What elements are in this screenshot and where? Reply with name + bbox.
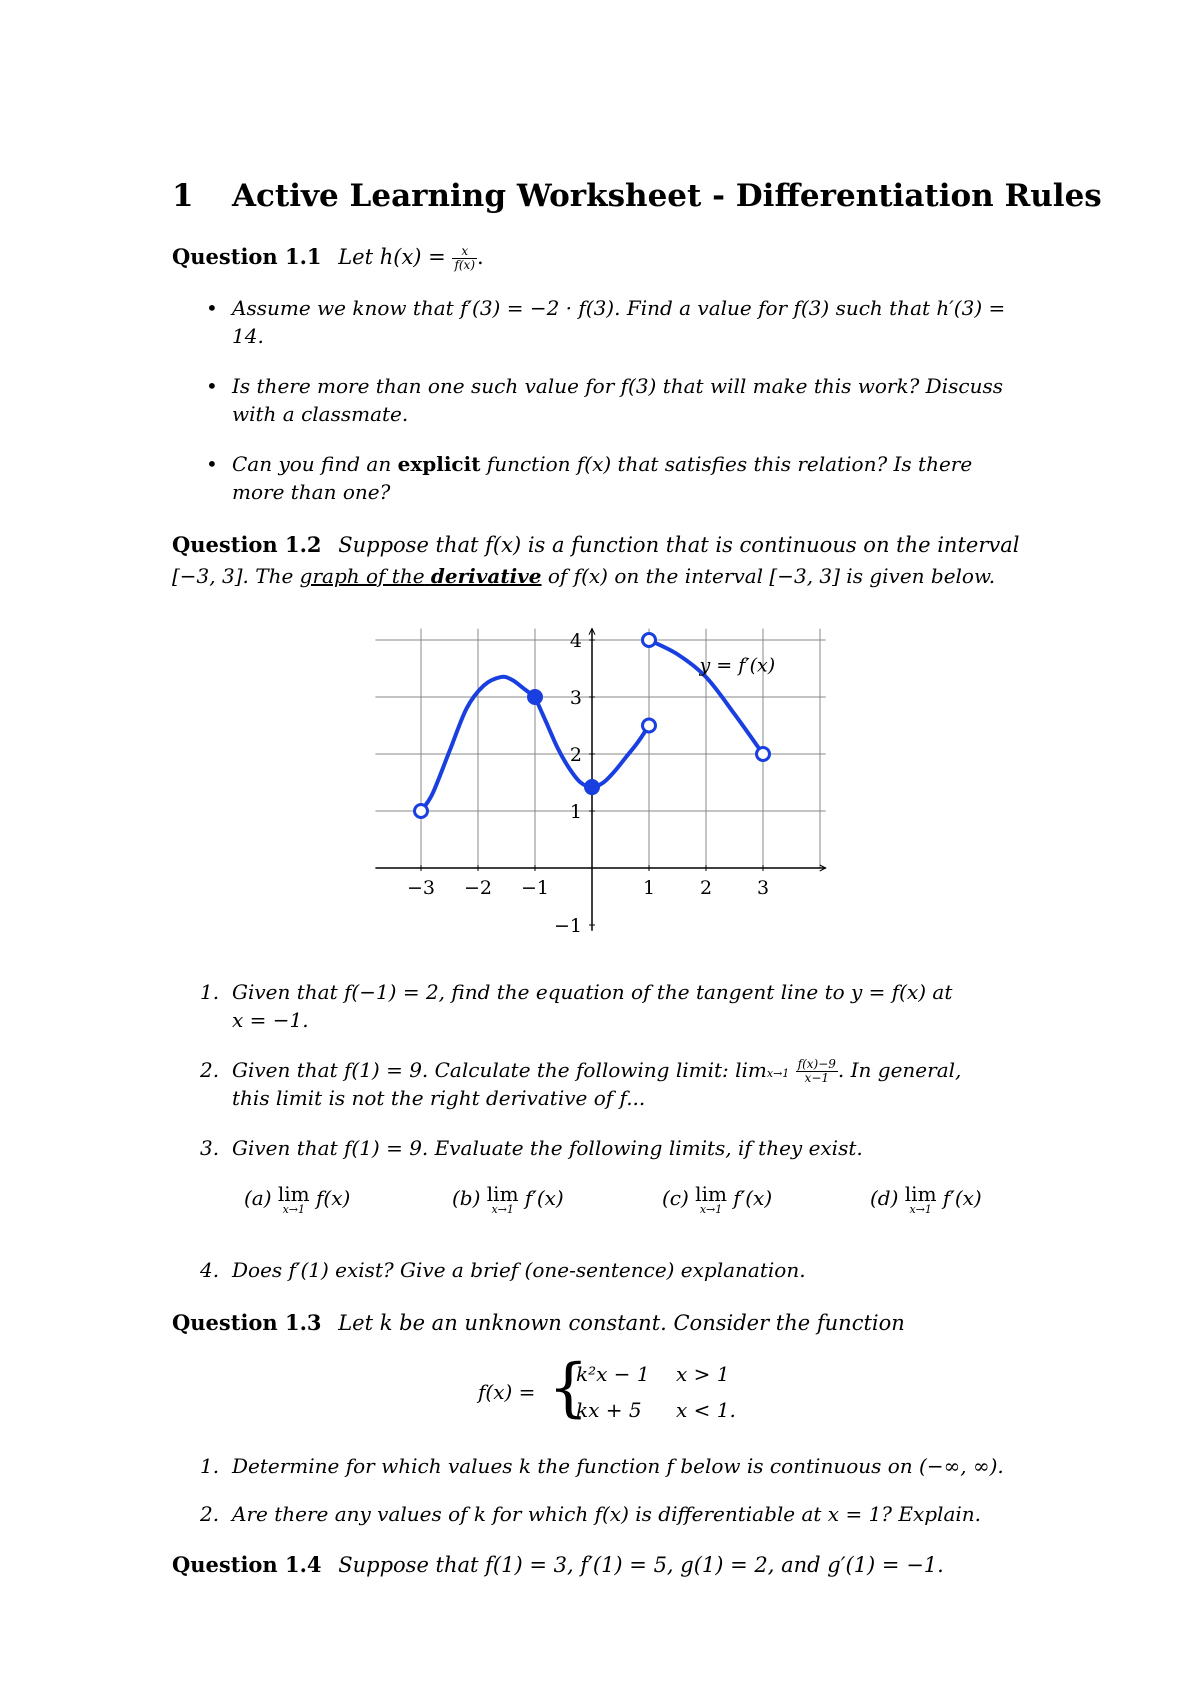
fraction-numerator: x <box>452 245 477 259</box>
y-tick-label: −1 <box>553 915 582 937</box>
curve-label: y = f′(x) <box>699 654 776 677</box>
item-line: this limit is not the right derivative of f... <box>232 1086 646 1110</box>
text-segment: function f(x) that satisfies this relation? Is there <box>486 452 973 476</box>
question-text: Let k be an unknown constant. Consider the function <box>338 1311 905 1335</box>
piecewise-lhs: f(x) = <box>478 1380 536 1404</box>
item-number: 4. <box>200 1258 220 1282</box>
fraction <box>452 245 477 272</box>
underlined-text: graph of the <box>299 564 425 588</box>
lim-word: lim <box>277 1182 310 1206</box>
case-condition: x < 1. <box>676 1398 736 1422</box>
limit-tag: (c) <box>662 1186 689 1210</box>
limit-operator <box>905 1184 937 1216</box>
question-1-2-header <box>172 532 1019 557</box>
limit-tag: (a) <box>244 1186 272 1210</box>
bullet-icon: • <box>206 452 218 476</box>
open-point <box>757 748 770 761</box>
limit-a <box>244 1184 350 1216</box>
limit-operator <box>487 1184 519 1216</box>
text-segment: Given that f(1) = 9. Calculate the following limit: lim <box>232 1058 767 1082</box>
open-point <box>415 805 428 818</box>
x-tick-label: 1 <box>642 877 656 899</box>
x-tick-label: −3 <box>406 877 436 899</box>
item-line: Does f′(1) exist? Give a brief (one-sentence) explanation. <box>232 1258 806 1282</box>
lim-subscript: x→1 <box>282 1203 305 1216</box>
y-tick-label: 2 <box>569 744 582 766</box>
bullet-icon: • <box>206 296 218 320</box>
open-point <box>643 634 656 647</box>
item-number: 1. <box>200 1454 220 1478</box>
derivative-graph <box>360 620 830 940</box>
limit-operator <box>695 1184 727 1216</box>
limit-expression: f′(x) <box>733 1186 773 1210</box>
limit-expression: f′(x) <box>942 1186 982 1210</box>
limit-expression: f(x) <box>316 1186 351 1210</box>
x-tick-label: −1 <box>520 877 550 899</box>
item-line: x = −1. <box>232 1008 309 1032</box>
question-label: Question 1.3 <box>172 1310 322 1335</box>
question-text-line <box>172 562 995 591</box>
text-segment: . In general, <box>837 1058 962 1082</box>
bullet-line: Assume we know that f′(3) = −2 · f(3). Find a value for f(3) such that h′(3) = <box>232 296 1006 320</box>
case-expression: kx + 5 <box>576 1398 642 1422</box>
y-tick-label: 1 <box>569 801 582 823</box>
section-number: 1 <box>172 178 194 214</box>
item-line: Determine for which values k the function f below is continuous on (−∞, ∞). <box>232 1454 1004 1478</box>
x-tick-label: −2 <box>463 877 493 899</box>
y-tick-label: 3 <box>569 687 582 709</box>
bullet-line <box>232 450 972 479</box>
fraction-denominator: x−1 <box>804 1071 830 1085</box>
bullet-line: with a classmate. <box>232 402 409 426</box>
question-label: Question 1.2 <box>172 532 322 557</box>
question-text: Let h(x) = <box>338 245 446 269</box>
y-tick-label: 4 <box>569 630 582 652</box>
fraction-denominator: f(x) <box>454 258 476 272</box>
question-1-1-header: Question 1.1 Let h(x) = $\frac{x}{f(x)}$ . <box>172 244 484 272</box>
lim-word: lim <box>486 1182 519 1206</box>
lim-word: lim <box>695 1182 727 1206</box>
limit-subscript: x→1 <box>766 1067 790 1080</box>
limit-expression: f′(x) <box>524 1186 564 1210</box>
limit-b <box>452 1184 564 1216</box>
lim-word: lim <box>904 1182 937 1206</box>
fraction <box>796 1058 838 1085</box>
item-line: Given that f(−1) = 2, find the equation of the tangent line to y = f(x) at <box>232 980 953 1004</box>
limit-operator <box>278 1184 310 1216</box>
text-segment: Can you find an <box>232 452 392 476</box>
fraction-numerator: f(x)−9 <box>797 1057 836 1071</box>
bullet-line: Is there more than one such value for f(3) that will make this work? Discuss <box>232 374 1003 398</box>
section-title: Active Learning Worksheet - Differentiation Rules <box>232 178 1102 214</box>
closed-point <box>586 781 599 794</box>
text-segment: [−3, 3]. The <box>172 564 294 588</box>
question-label: Question 1.1 <box>172 244 322 269</box>
item-number: 1. <box>200 980 220 1004</box>
question-label: Question 1.4 <box>172 1552 322 1577</box>
question-text: Suppose that f(x) is a function that is continuous on the interval <box>338 533 1020 557</box>
limit-tag: (b) <box>452 1186 481 1210</box>
emphasis-text: explicit <box>397 452 481 476</box>
closed-point <box>529 691 542 704</box>
item-line: Given that f(1) = 9. Evaluate the following limits, if they exist. <box>232 1136 863 1160</box>
limit-tag: (d) <box>870 1186 899 1210</box>
item-number: 2. <box>200 1058 220 1082</box>
x-tick-label: 3 <box>756 877 770 899</box>
text-segment: of f(x) on the interval [−3, 3] is given below. <box>547 564 996 588</box>
bullet-line: more than one? <box>232 480 391 504</box>
lim-subscript: x→1 <box>909 1203 932 1216</box>
case-expression: k²x − 1 <box>576 1362 650 1386</box>
item-number: 3. <box>200 1136 220 1160</box>
underlined-bold-text: derivative <box>430 564 542 588</box>
case-condition: x > 1 <box>676 1362 730 1386</box>
question-text: Suppose that f(1) = 3, f′(1) = 5, g(1) = 2, and g′(1) = −1. <box>338 1553 944 1577</box>
limit-c <box>662 1184 772 1216</box>
limit-d <box>870 1184 982 1216</box>
open-point <box>643 719 656 732</box>
question-1-3-header <box>172 1310 905 1335</box>
bullet-line: 14. <box>232 324 264 348</box>
bullet-icon: • <box>206 374 218 398</box>
lim-subscript: x→1 <box>699 1203 723 1216</box>
question-1-4-header <box>172 1552 944 1577</box>
item-number: 2. <box>200 1502 220 1526</box>
item-line: Are there any values of k for which f(x) is differentiable at x = 1? Explain. <box>232 1502 982 1526</box>
lim-subscript: x→1 <box>491 1203 514 1216</box>
x-tick-label: 2 <box>699 877 713 899</box>
brace-symbol: { <box>548 1351 589 1425</box>
